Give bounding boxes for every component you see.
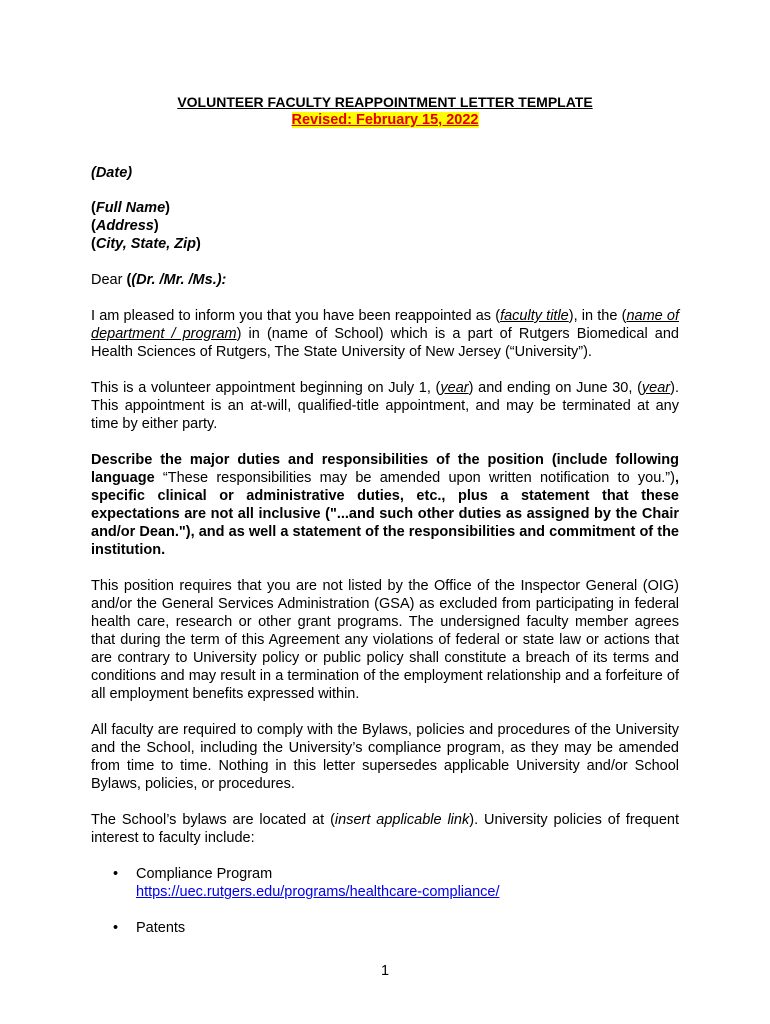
policy-list [91, 865, 679, 937]
start-year-field: year [440, 380, 469, 396]
salutation: Dear ((Dr. /Mr. /Ms.): [91, 272, 227, 288]
address-placeholder: (Address) [91, 218, 159, 234]
list-item-label: Compliance Program [136, 866, 273, 882]
paragraph-bylaws: The School’s bylaws are located at (insert applicable link). University policies of frequent interest to faculty include: [91, 812, 680, 846]
list-item [91, 919, 679, 937]
paragraph-compliance: All faculty are required to comply with the Bylaws, policies and procedures of the University and the School, including the University’s compliance program, as they may be amended from time to time. Nothing in this letter supersedes applicable University and/or School Bylaws, policies, or procedures. [91, 722, 679, 792]
revised-highlight: Revised: February 15, 2022 [291, 112, 479, 128]
list-item-label: Patents [136, 920, 186, 936]
paragraph-exclusion: This position requires that you are not listed by the Office of the Inspector General (OIG) and/or the General Services Administration (GSA) as excluded from participating in federal health care, research or other grant programs. The undersigned faculty member agrees that during the term of this Agreement any violations of federal or state law or actions that are contrary to University policy or public policy shall constitute a breach of its terms and conditions and may result in a termination of the employment relationship and a forfeiture of all employment benefits expressed within. [91, 578, 679, 702]
bullet-icon: • [113, 920, 119, 936]
link-hint: insert applicable link [334, 812, 470, 828]
full-name-placeholder: (Full Name) [91, 200, 170, 216]
bullet-icon: • [113, 866, 119, 882]
compliance-program-link[interactable]: https://uec.rutgers.edu/programs/healthcare-compliance/ [136, 884, 500, 900]
document-title: VOLUNTEER FACULTY REAPPOINTMENT LETTER TEMPLATE [177, 94, 593, 110]
faculty-title-field: faculty title [500, 308, 569, 324]
page-number: 1 [380, 963, 390, 979]
city-placeholder: (City, State, Zip) [91, 236, 201, 252]
date-placeholder: (Date) [91, 165, 133, 181]
list-item [91, 865, 679, 901]
department-field: department / program [91, 326, 237, 342]
paragraph-reappointment: I am pleased to inform you that you have been reappointed as (faculty title), in the (name of department / program) in (name of School) which is a part of Rutgers Biomedical and Health Sciences of Rutgers, The State University of New Jersey (“University”). [91, 308, 680, 360]
name-of-field: name of [626, 308, 680, 324]
letter-page [91, 94, 679, 937]
paragraph-appointment-term: This is a volunteer appointment beginning on July 1, (year) and ending on June 30, (year). This appointment is an at-will, qualified-title appointment, and may be terminated at any time by either party. [91, 380, 679, 432]
revised-date [91, 111, 679, 129]
paragraph-duties: Describe the major duties and responsibilities of the position (include following language “These responsibilities may be amended upon written notification to you.”), specific clinical or administrative duties, etc., plus a statement that these expectations are not all inclusive ("...and such other duties as assigned by the Chair and/or Dean."), and as well a statement of the responsibilities and commitment of the institution. [91, 452, 679, 558]
end-year-field: year [641, 380, 671, 396]
